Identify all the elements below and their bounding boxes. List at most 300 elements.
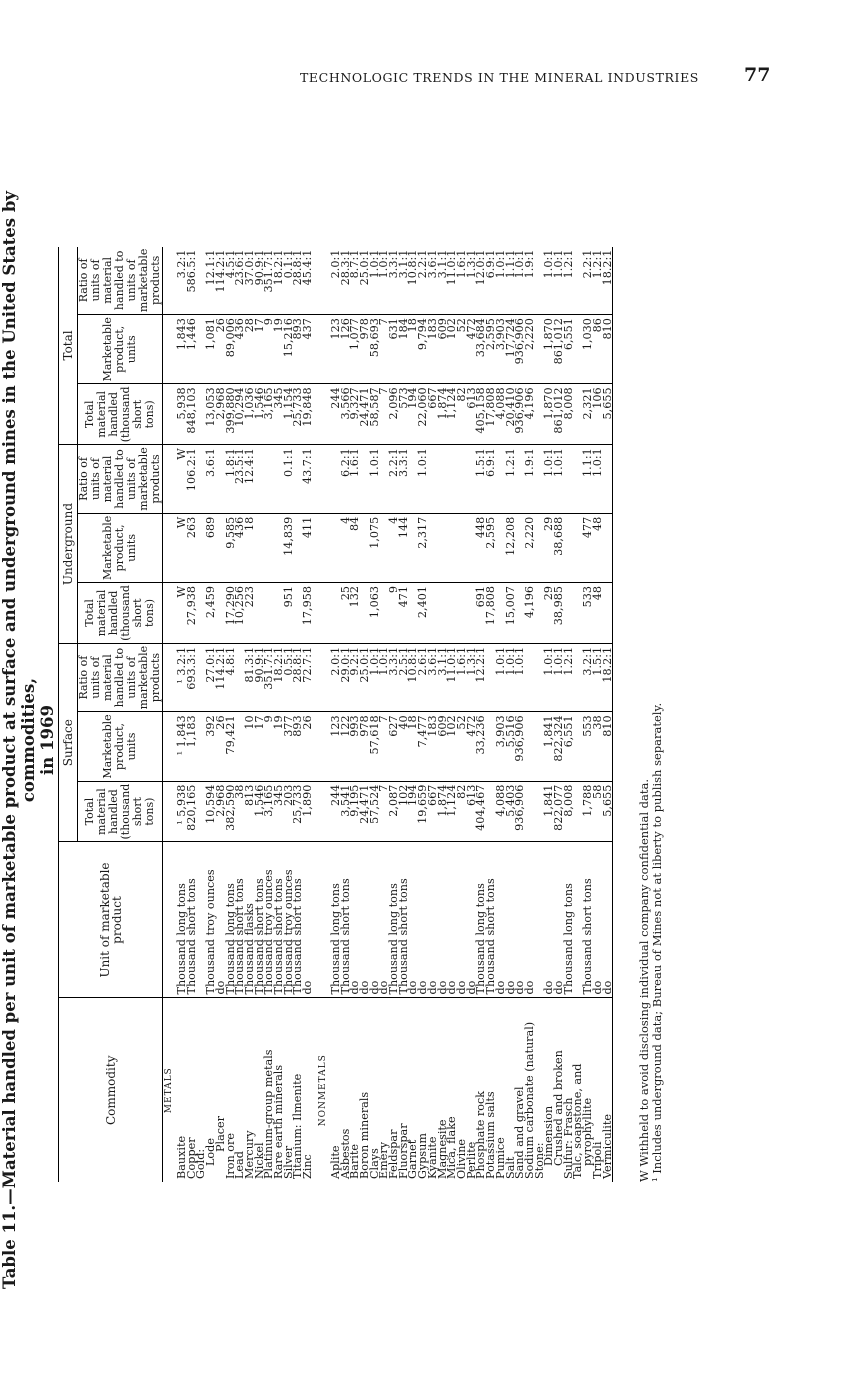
t-mat-cell: 2,321	[583, 384, 593, 445]
u-prod-cell: 48	[593, 513, 603, 582]
u-mat-cell: W	[177, 583, 187, 644]
t-prod-cell: 3,903	[496, 315, 506, 384]
commodity-cell: Lead	[233, 1151, 247, 1179]
u-ratio-cell: 1.0:1	[544, 445, 554, 513]
t-mat-cell: 19,848	[303, 384, 313, 445]
s-mat-cell: 1,124	[447, 781, 457, 842]
t-prod-cell: 17,724	[506, 315, 516, 384]
commodity-cell: Fluorspar	[396, 1123, 410, 1179]
commodity-cell: Stone:	[532, 1142, 546, 1179]
table-caption-line-1: Table 11.—Material handled per unit of marketable product at surface and underground mines in the United States by commodities,	[0, 191, 38, 1289]
t-prod-cell: 810	[603, 315, 613, 384]
group-header-row	[59, 247, 78, 1182]
commodity-cell: Clays	[367, 1148, 381, 1179]
t-ratio-cell: 1.0:1	[544, 247, 554, 315]
s-mat-cell: 24,471	[360, 781, 370, 842]
u-prod-cell: 4	[389, 513, 399, 582]
t-ratio-cell: 2.2:1	[583, 247, 593, 315]
t-ratio-cell: 0.1:1	[284, 247, 294, 315]
u-ratio-cell: 1.0:1	[418, 445, 428, 513]
s-prod-cell: 978	[360, 712, 370, 781]
s-prod-cell: 26	[216, 712, 226, 781]
s-prod-cell: 7	[379, 712, 389, 781]
s-prod-cell: 79,421	[226, 712, 236, 781]
s-mat-cell: 9,195	[350, 781, 360, 842]
section-label: METALS	[164, 1067, 175, 1114]
t-prod-cell: 18	[408, 315, 418, 384]
t-mat-cell: 7	[379, 384, 389, 445]
t-mat-cell: 1,874	[438, 384, 448, 445]
unit-cell: Thousand short tons	[399, 842, 409, 998]
t-prod-cell: 126	[341, 315, 351, 384]
u-prod-cell	[428, 513, 438, 582]
s-ratio-cell: 1.3:1	[467, 643, 477, 711]
commodity-cell: Sodium carbonate (natural)	[522, 1021, 536, 1179]
t-prod-cell: 52	[457, 315, 467, 384]
u-prod-cell: 2,317	[418, 513, 428, 582]
t-mat-cell: 25,733	[293, 384, 303, 445]
t-ratio-cell: 18.2:1	[274, 247, 284, 315]
s-mat-cell: 38	[235, 781, 245, 842]
s-prod-cell: ¹ 1,843	[177, 712, 187, 781]
t-prod-cell: 437	[303, 315, 313, 384]
s-ratio-cell: 1.0:1	[554, 643, 564, 711]
s-ratio-cell: 28.8:1	[293, 643, 303, 711]
u-mat-cell	[255, 583, 265, 644]
t-ratio-cell: 25.0:1	[360, 247, 370, 315]
u-ratio-cell: 23.5:1	[235, 445, 245, 513]
header-commodity: Commodity	[59, 998, 163, 1182]
t-prod-cell: 33,684	[476, 315, 486, 384]
unit-cell: Thousand long tons	[476, 842, 486, 998]
u-prod-cell: 689	[206, 513, 216, 582]
t-ratio-cell: 6.9:1	[486, 247, 496, 315]
s-mat-cell: 8,008	[564, 781, 574, 842]
t-prod-cell: 2,595	[486, 315, 496, 384]
t-ratio-cell: 11.0:1	[447, 247, 457, 315]
t-prod-cell: 9	[264, 315, 274, 384]
u-ratio-cell: 3.6:1	[206, 445, 216, 513]
s-prod-cell: 40	[399, 712, 409, 781]
header-underground-material: Total material handled (thousand short tons)	[78, 583, 163, 644]
s-mat-cell: 1,841	[544, 781, 554, 842]
t-ratio-cell: 1.0:1	[370, 247, 380, 315]
t-prod-cell: 1,446	[187, 315, 197, 384]
header-surface-ratio: Ratio of units of material handled to units of marketable products	[78, 643, 163, 711]
s-ratio-cell: 114.2:1	[216, 643, 226, 711]
u-mat-cell: 471	[399, 583, 409, 644]
commodity-cell: Nickel	[252, 1142, 266, 1179]
commodity-cell: Potassium salts	[484, 1091, 498, 1179]
s-mat-cell: 194	[408, 781, 418, 842]
t-prod-cell: 58,693	[370, 315, 380, 384]
commodity-cell: Vermiculite	[603, 998, 613, 1182]
unit-cell: do	[408, 842, 418, 998]
t-prod-cell: 6,551	[564, 315, 574, 384]
t-mat-cell: 667	[428, 384, 438, 445]
u-ratio-cell	[457, 445, 467, 513]
u-mat-cell: 17,808	[486, 583, 496, 644]
s-mat-cell: 57,524	[370, 781, 380, 842]
u-ratio-cell	[447, 445, 457, 513]
u-ratio-cell: 106.2:1	[187, 445, 197, 513]
t-mat-cell: 1,154	[284, 384, 294, 445]
page-number: 77	[744, 64, 771, 86]
s-prod-cell: 18	[408, 712, 418, 781]
u-mat-cell: 223	[245, 583, 255, 644]
u-ratio-cell: 2.2:1	[389, 445, 399, 513]
s-mat-cell: 345	[274, 781, 284, 842]
u-ratio-cell: 6.9:1	[486, 445, 496, 513]
commodity-cell: Dimension	[542, 1105, 556, 1166]
s-mat-cell: 5,655	[603, 781, 613, 842]
t-ratio-cell: 12.1:1	[206, 247, 216, 315]
t-mat-cell: 861,012	[554, 384, 564, 445]
unit-cell: do	[303, 842, 313, 998]
t-prod-cell: 1,870	[544, 315, 554, 384]
commodity-cell: Zinc	[301, 1154, 315, 1179]
s-ratio-cell: 27.0:1	[206, 643, 216, 711]
unit-cell: do	[506, 842, 516, 998]
s-ratio-cell: 72.7:1	[303, 643, 313, 711]
s-ratio-cell: 1.0:1	[379, 643, 389, 711]
s-prod-cell: 3,903	[496, 712, 506, 781]
s-mat-cell: 2,968	[216, 781, 226, 842]
u-mat-cell	[447, 583, 457, 644]
t-ratio-cell: 114.2:1	[216, 247, 226, 315]
u-ratio-cell: 1.0:1	[370, 445, 380, 513]
u-mat-cell: 2,459	[206, 583, 216, 644]
u-prod-cell: 4	[341, 513, 351, 582]
t-ratio-cell: 2.0:1	[331, 247, 341, 315]
commodity-cell: Asbestos	[338, 1128, 352, 1179]
u-mat-cell: 25	[341, 583, 351, 644]
unit-cell: do	[360, 842, 370, 998]
s-prod-cell: 472	[467, 712, 477, 781]
s-prod-cell: 26	[303, 712, 313, 781]
u-mat-cell: 15,007	[506, 583, 516, 644]
s-prod-cell: 33,236	[476, 712, 486, 781]
s-mat-cell: 5,403	[506, 781, 516, 842]
commodity-cell: Barite	[348, 1144, 362, 1179]
header-total-ratio: Ratio of units of material handled to units of marketable products	[78, 247, 163, 315]
s-prod-cell: 123	[331, 712, 341, 781]
table-caption	[0, 180, 57, 1300]
u-ratio-cell: 1.8:1	[226, 445, 236, 513]
header-underground: Underground	[59, 445, 78, 644]
t-ratio-cell: 3.1:1	[438, 247, 448, 315]
u-prod-cell: 18	[245, 513, 255, 582]
commodity-cell: Tripoli	[590, 1141, 604, 1179]
unit-cell: do	[496, 842, 506, 998]
t-mat-cell: 17,808	[486, 384, 496, 445]
unit-cell: do	[593, 842, 603, 998]
unit-cell: do	[525, 842, 535, 998]
header-total-product: Marketable product, units	[78, 315, 163, 384]
u-prod-cell: 12,208	[506, 513, 516, 582]
unit-cell: Thousand short tons	[187, 842, 197, 998]
table-body	[163, 247, 613, 1182]
s-ratio-cell: 351.7:1	[264, 643, 274, 711]
t-mat-cell: 4,088	[496, 384, 506, 445]
u-prod-cell	[457, 513, 467, 582]
table-row	[564, 247, 574, 1182]
t-prod-cell: 19	[274, 315, 284, 384]
u-prod-cell: 9,585	[226, 513, 236, 582]
unit-cell: do	[544, 842, 554, 998]
commodity-cell: pyrophyllite	[581, 1097, 595, 1166]
s-ratio-cell: 1.0:1	[544, 643, 554, 711]
t-ratio-cell: 3.6:1	[428, 247, 438, 315]
t-ratio-cell: 3.2:1	[177, 247, 187, 315]
commodity-cell: Magnesite	[435, 1119, 449, 1179]
t-mat-cell: 106	[593, 384, 603, 445]
unit-cell: Thousand short tons	[293, 842, 303, 998]
u-mat-cell: 27,938	[187, 583, 197, 644]
s-prod-cell: 936,906	[515, 712, 525, 781]
u-mat-cell	[564, 583, 574, 644]
u-prod-cell: 29	[544, 513, 554, 582]
t-prod-cell: 9,794	[418, 315, 428, 384]
t-mat-cell: 573	[399, 384, 409, 445]
u-prod-cell: 1,075	[370, 513, 380, 582]
s-ratio-cell: 25.0:1	[360, 643, 370, 711]
t-mat-cell: 9,327	[350, 384, 360, 445]
u-mat-cell: 951	[284, 583, 294, 644]
t-mat-cell: 1,124	[447, 384, 457, 445]
s-mat-cell: 25,733	[293, 781, 303, 842]
commodity-cell: Gold:	[194, 1148, 208, 1179]
t-mat-cell: 2,968	[216, 384, 226, 445]
u-mat-cell	[457, 583, 467, 644]
s-prod-cell: 1,183	[187, 712, 197, 781]
unit-cell: Thousand long tons	[389, 842, 399, 998]
t-ratio-cell: 1.0:1	[379, 247, 389, 315]
unit-cell: Thousand troy ounces	[284, 842, 294, 998]
s-mat-cell: 10,594	[206, 781, 216, 842]
section-spacer-cell	[317, 583, 331, 644]
s-ratio-cell: 90.9:1	[255, 643, 265, 711]
u-mat-cell	[438, 583, 448, 644]
t-ratio-cell: 586.5:1	[187, 247, 197, 315]
s-mat-cell: 1,546	[255, 781, 265, 842]
u-prod-cell: 263	[187, 513, 197, 582]
t-ratio-cell: 351.7:1	[264, 247, 274, 315]
u-prod-cell: 14,839	[284, 513, 294, 582]
t-mat-cell: 3,566	[341, 384, 351, 445]
t-mat-cell: 22,060	[418, 384, 428, 445]
s-mat-cell: 820,165	[187, 781, 197, 842]
t-prod-cell: 183	[428, 315, 438, 384]
t-mat-cell: 345	[274, 384, 284, 445]
t-mat-cell: 4,196	[525, 384, 535, 445]
t-prod-cell: 893	[293, 315, 303, 384]
table-row	[187, 247, 197, 1182]
s-ratio-cell: 2.5:1	[399, 643, 409, 711]
s-prod-cell: 122	[341, 712, 351, 781]
commodity-cell: Gypsum	[416, 1133, 430, 1179]
t-ratio-cell: 2.2:1	[418, 247, 428, 315]
t-mat-cell: 20,410	[506, 384, 516, 445]
s-ratio-cell: 1.2:1	[564, 643, 574, 711]
s-prod-cell	[525, 712, 535, 781]
s-prod-cell: 6,551	[564, 712, 574, 781]
u-prod-cell: W	[177, 513, 187, 582]
commodity-cell: Bauxite	[175, 1135, 188, 1179]
footnote-w: W Withheld to avoid disclosing individual company confidential data.	[637, 778, 651, 1182]
s-ratio-cell: 2.0:1	[331, 643, 341, 711]
unit-cell: do	[438, 842, 448, 998]
t-ratio-cell: 4.5:1	[226, 247, 236, 315]
s-prod-cell: 183	[428, 712, 438, 781]
u-mat-cell	[603, 583, 613, 644]
s-ratio-cell: 11.0:1	[447, 643, 457, 711]
header-underground-product: Marketable product, units	[78, 513, 163, 582]
section-spacer-cell	[317, 513, 331, 582]
s-prod-cell: 52	[457, 712, 467, 781]
commodity-cell: Aplite	[328, 1145, 342, 1179]
t-prod-cell: 1,843	[177, 315, 187, 384]
unit-cell: Thousand long tons	[226, 842, 236, 998]
s-ratio-cell: 81.3:1	[245, 643, 255, 711]
t-prod-cell: 609	[438, 315, 448, 384]
t-mat-cell: 10,294	[235, 384, 245, 445]
u-prod-cell	[447, 513, 457, 582]
u-mat-cell: 48	[593, 583, 603, 644]
t-ratio-cell: 45.4:1	[303, 247, 313, 315]
unit-cell: Thousand troy ounces	[264, 842, 274, 998]
s-ratio-cell: 1.6:1	[457, 643, 467, 711]
u-ratio-cell	[264, 445, 274, 513]
commodity-cell: Mica, flake	[445, 1116, 459, 1179]
s-mat-cell: ¹ 5,938	[177, 781, 187, 842]
t-prod-cell: 2,220	[525, 315, 535, 384]
t-ratio-cell: 12.0:1	[476, 247, 486, 315]
unit-cell: Thousand long tons	[564, 842, 574, 998]
table-row	[525, 247, 535, 1182]
commodity-table	[58, 247, 613, 1182]
t-ratio-cell: 28.3:1	[341, 247, 351, 315]
s-prod-cell: 102	[447, 712, 457, 781]
u-prod-cell: 84	[350, 513, 360, 582]
t-mat-cell: 244	[331, 384, 341, 445]
t-prod-cell: 472	[467, 315, 477, 384]
unit-cell: do	[554, 842, 564, 998]
u-mat-cell: 2,401	[418, 583, 428, 644]
t-ratio-cell: 1.9:1	[525, 247, 535, 315]
u-ratio-cell: 1.9:1	[525, 445, 535, 513]
u-prod-cell: 411	[303, 513, 313, 582]
u-prod-cell	[264, 513, 274, 582]
s-prod-cell: 553	[583, 712, 593, 781]
commodity-cell: Placer	[213, 1115, 227, 1152]
s-mat-cell: 1,874	[438, 781, 448, 842]
commodity-cell: Platinum-group metals	[262, 1049, 276, 1179]
commodity-cell: Mercury	[242, 1130, 256, 1179]
running-title: TECHNOLOGIC TRENDS IN THE MINERAL INDUSTRIES	[300, 70, 699, 85]
t-prod-cell: 26	[216, 315, 226, 384]
commodity-cell: Kyanite	[425, 1136, 439, 1179]
t-prod-cell: 89,006	[226, 315, 236, 384]
u-mat-cell: 17,958	[303, 583, 313, 644]
t-prod-cell: 1,030	[583, 315, 593, 384]
commodity-cell: Emery	[377, 1141, 391, 1179]
u-prod-cell: 448	[476, 513, 486, 582]
unit-cell: Thousand short tons	[341, 842, 351, 998]
s-ratio-cell: 1.0:1	[370, 643, 380, 711]
header-surface-product: Marketable product, units	[78, 712, 163, 781]
u-prod-cell	[438, 513, 448, 582]
commodity-cell: Perlite	[464, 1141, 478, 1179]
u-prod-cell	[255, 513, 265, 582]
t-ratio-cell: 10.8:1	[408, 247, 418, 315]
u-mat-cell: 4,196	[525, 583, 535, 644]
s-mat-cell: 2,087	[389, 781, 399, 842]
t-ratio-cell: 28.8:1	[293, 247, 303, 315]
t-mat-cell: 24,471	[360, 384, 370, 445]
u-mat-cell: 17,290	[226, 583, 236, 644]
u-mat-cell: 38,985	[554, 583, 564, 644]
u-ratio-cell	[603, 445, 613, 513]
s-ratio-cell: ¹ 3.2:1	[177, 643, 187, 711]
u-prod-cell: 436	[235, 513, 245, 582]
t-mat-cell: 5,938	[177, 384, 187, 445]
header-total-material: Total material handled (thousand short tons)	[78, 384, 163, 445]
unit-cell: do	[428, 842, 438, 998]
s-mat-cell	[525, 781, 535, 842]
commodity-cell: Phosphate rock	[474, 1090, 488, 1179]
u-mat-cell: 10,256	[235, 583, 245, 644]
unit-cell: Thousand troy ounces	[206, 842, 216, 998]
s-prod-cell: 609	[438, 712, 448, 781]
u-ratio-cell: 1.0:1	[554, 445, 564, 513]
commodity-cell: Lode	[204, 1138, 218, 1166]
t-mat-cell: 82	[457, 384, 467, 445]
s-prod-cell: 19	[274, 712, 284, 781]
t-ratio-cell: 1.0:1	[515, 247, 525, 315]
s-ratio-cell: 18.2:1	[603, 643, 613, 711]
s-ratio-cell: 18.2:1	[274, 643, 284, 711]
commodity-cell: Copper	[184, 1137, 198, 1179]
unit-cell: do	[447, 842, 457, 998]
s-prod-cell: 5,516	[506, 712, 516, 781]
s-ratio-cell: 1.5:1	[593, 643, 603, 711]
header-unit: Unit of marketable product	[59, 842, 163, 998]
s-mat-cell: 19,659	[418, 781, 428, 842]
s-mat-cell: 102	[399, 781, 409, 842]
s-mat-cell: 822,077	[554, 781, 564, 842]
t-ratio-cell: 1.2:1	[564, 247, 574, 315]
s-ratio-cell: 1.0:1	[506, 643, 516, 711]
s-prod-cell: 1,841	[544, 712, 554, 781]
u-ratio-cell: 3.3:1	[399, 445, 409, 513]
u-prod-cell: 2,220	[525, 513, 535, 582]
s-mat-cell: 4,088	[496, 781, 506, 842]
t-mat-cell: 405,158	[476, 384, 486, 445]
t-mat-cell: 613	[467, 384, 477, 445]
unit-cell: Thousand long tons	[177, 842, 187, 998]
u-ratio-cell	[255, 445, 265, 513]
s-ratio-cell: 1.0:1	[496, 643, 506, 711]
s-ratio-cell: 4.8:1	[226, 643, 236, 711]
s-prod-cell: 17	[255, 712, 265, 781]
commodity-cell: Sand and gravel	[513, 1086, 527, 1179]
t-ratio-cell: 1.0:1	[496, 247, 506, 315]
commodity-cell: Talc, soapstone, and	[571, 1063, 585, 1179]
commodity-cell: Olivine	[454, 1138, 468, 1179]
t-mat-cell: 5,655	[603, 384, 613, 445]
u-ratio-cell	[428, 445, 438, 513]
